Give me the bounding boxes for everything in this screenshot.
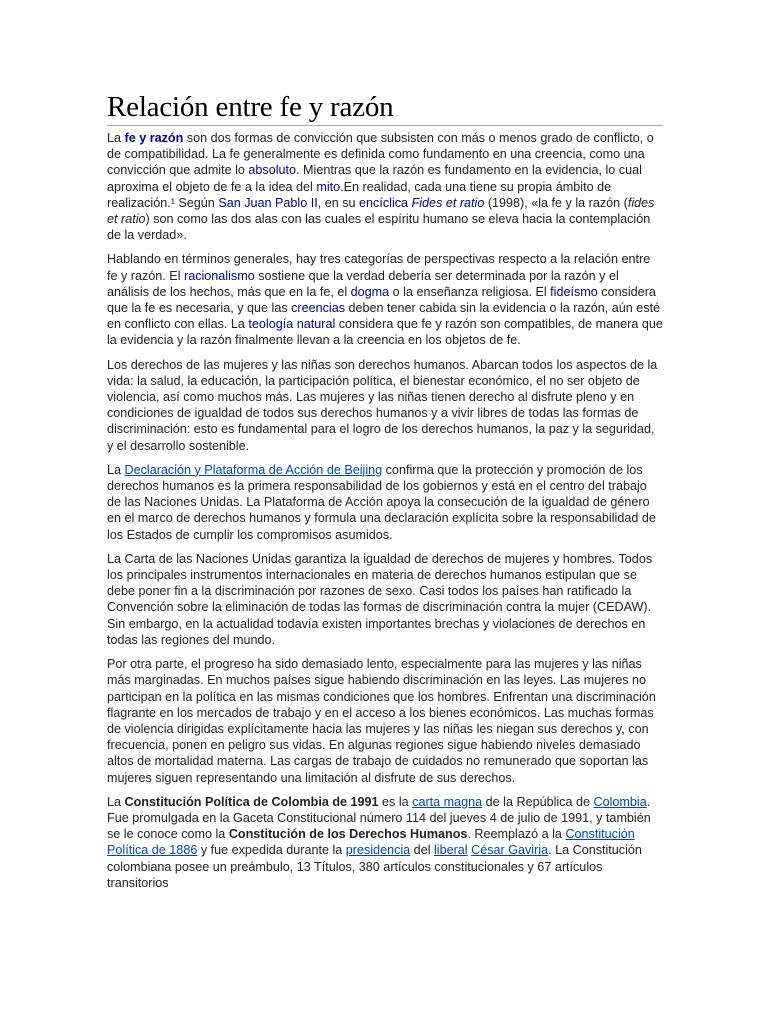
text: La xyxy=(107,131,125,145)
link-constitucion-1886[interactable]: Constitución Política de 1886 xyxy=(107,827,635,858)
link-text: fe y razón xyxy=(124,131,184,145)
paragraph-constitucion xyxy=(107,794,663,891)
italic-text: fides et ratio xyxy=(107,195,655,227)
paragraph-carta-naciones-unidas: La Carta de las Naciones Unidas garantiza la igualdad de derechos de mujeres y hombres. Todos los principales instrumentos internacionales en materia de derechos humanos estipulan que se debe poner fin a la discriminación por razones de sexo. Casi todos los países han ratificado la Convención sobre la eliminación de todas las formas de discriminación contra la mujer (CEDAW). Sin embargo, en la actualidad todavía existen importantes brechas y violaciones de derechos en todas las regiones del mundo. xyxy=(107,551,653,647)
link-juan-pablo-ii[interactable]: San Juan Pablo II xyxy=(218,195,318,210)
link-mito[interactable]: mito xyxy=(316,179,341,194)
link-enciclica[interactable]: encíclica xyxy=(359,195,409,210)
paragraph-fe-razon xyxy=(107,130,663,243)
text: La xyxy=(107,462,125,477)
text: ) son como las dos alas con las cuales el espíritu humano se eleva hacia la contemplación de la verdad». xyxy=(107,212,651,243)
text: . La Constitución colombiana posee un preámbulo, 13 Títulos, 380 artículos constitucionales y 67 artículos transitorios xyxy=(107,843,642,890)
link-racionalismo[interactable]: racionalismo xyxy=(184,268,255,283)
text: , en su xyxy=(317,195,360,210)
text: y fue expedida durante la xyxy=(197,843,346,858)
bold-text: Constitución Política de Colombia de 1991 xyxy=(124,794,379,809)
text: confirma que la protección y promoción de los derechos humanos es la primera responsabilidad de los gobiernos y está en el centro del trabajo de las Naciones Unidas. La Plataforma de Acción apoya la consecución de la igualdad de género en el marco de derechos humanos y formula una declaración explícita sobre la responsabilidad de los Estados de cumplir los compromisos asumidos. xyxy=(107,462,656,542)
link-text: Fides et ratio xyxy=(411,195,485,210)
text: Hablando en términos generales, hay tres categorías de perspectivas respecto a la relación entre fe y razón. El xyxy=(107,252,651,283)
link-fides-et-ratio[interactable] xyxy=(412,196,485,210)
paragraph-beijing xyxy=(107,462,663,543)
text: del xyxy=(410,843,434,858)
link-cesar-gaviria[interactable]: César Gaviria xyxy=(471,843,549,858)
link-presidencia[interactable]: presidencia xyxy=(345,843,411,858)
link-liberal[interactable]: liberal xyxy=(434,843,468,858)
page-title: Relación entre fe y razón xyxy=(107,92,663,126)
text: (1998), «la fe y la razón ( xyxy=(484,195,628,210)
text: son dos formas de convicción que subsisten con más o menos grado de conflicto, o de compatibilidad. La fe generalmente es definida como fundamento en una creencia, como una convicción que admite lo xyxy=(107,131,654,178)
text: sostiene que la verdad debería ser determinada por la razón y el análisis de los hechos, más que en la fe, el xyxy=(107,268,619,299)
text: es la xyxy=(378,794,413,809)
text: . Fue promulgada en la Gaceta Constitucional número 114 del jueves 4 de julio de 1991, y también se le conoce como la xyxy=(107,794,651,842)
article-body xyxy=(107,130,663,899)
text: o la enseñanza religiosa. El xyxy=(389,284,551,299)
text: .En realidad, cada una tiene su propia ámbito de realización.¹ Según xyxy=(107,179,612,210)
link-carta-magna[interactable]: carta magna xyxy=(412,794,483,809)
paragraph-progreso: Por otra parte, el progreso ha sido demasiado lento, especialmente para las mujeres y las niñas más marginadas. En muchos países sigue habiendo discriminación en las leyes. Las mujeres no participan en la política en las mismas condiciones que los hombres. Enfrentan una discriminación flagrante en los mercados de trabajo y en el acceso a los bienes económicos. Las muchas formas de violencia dirigidas explícitamente hacia las mujeres y las niñas les niegan sus derechos y, con frecuencia, ponen en peligro sus vidas. En algunas regiones sigue habiendo niveles demasiado altos de mortalidad materna. Las cargas de trabajo de cuidados no remunerado que soportan las mujeres siguen representando una limitación al disfrute de sus derechos. xyxy=(107,657,656,785)
text: . Mientras que la razón es fundamento en la evidencia, lo cual aproxima el objeto de fe a la idea del xyxy=(107,163,642,194)
link-teologia-natural[interactable]: teología natural xyxy=(248,317,336,332)
link-colombia[interactable]: Colombia xyxy=(593,794,647,809)
link-absoluto[interactable]: absoluto xyxy=(248,163,297,178)
text: considera que fe y razón son compatibles, de manera que la evidencia y la razón finalmente llevan a la creencia en los objetos de fe. xyxy=(107,317,663,348)
text: La xyxy=(107,794,125,809)
bold-text: Constitución de los Derechos Humanos xyxy=(228,827,468,842)
paragraph-categorias xyxy=(107,251,663,348)
link-dogma[interactable]: dogma xyxy=(350,284,390,299)
link-fe-y-razon[interactable] xyxy=(125,131,184,145)
link-fideismo[interactable]: fideísmo xyxy=(550,284,598,299)
link-creencias[interactable]: creencias xyxy=(291,301,346,316)
text: . Reemplazó a la xyxy=(467,827,566,842)
link-declaracion-beijing[interactable]: Declaración y Plataforma de Acción de Beijing xyxy=(124,462,383,477)
text: considera que la fe es necesaria, y que las xyxy=(107,284,656,316)
text: de la República de xyxy=(482,794,594,809)
text: deben tener cabida sin la evidencia o la razón, aún esté en conflicto con ellas. La xyxy=(107,301,661,332)
paragraph-derechos-mujeres: Los derechos de las mujeres y las niñas son derechos humanos. Abarcan todos los aspectos de la vida: la salud, la educación, la participación política, el bienestar económico, el no ser objeto de violencia, así como muchos más. Las mujeres y las niñas tienen derecho al disfrute pleno y en condiciones de igualdad de todos sus derechos humanos y a vivir libres de todas las formas de discriminación: esto es fundamental para el logro de los derechos humanos, la paz y la seguridad, y el desarrollo sostenible. xyxy=(107,357,658,453)
